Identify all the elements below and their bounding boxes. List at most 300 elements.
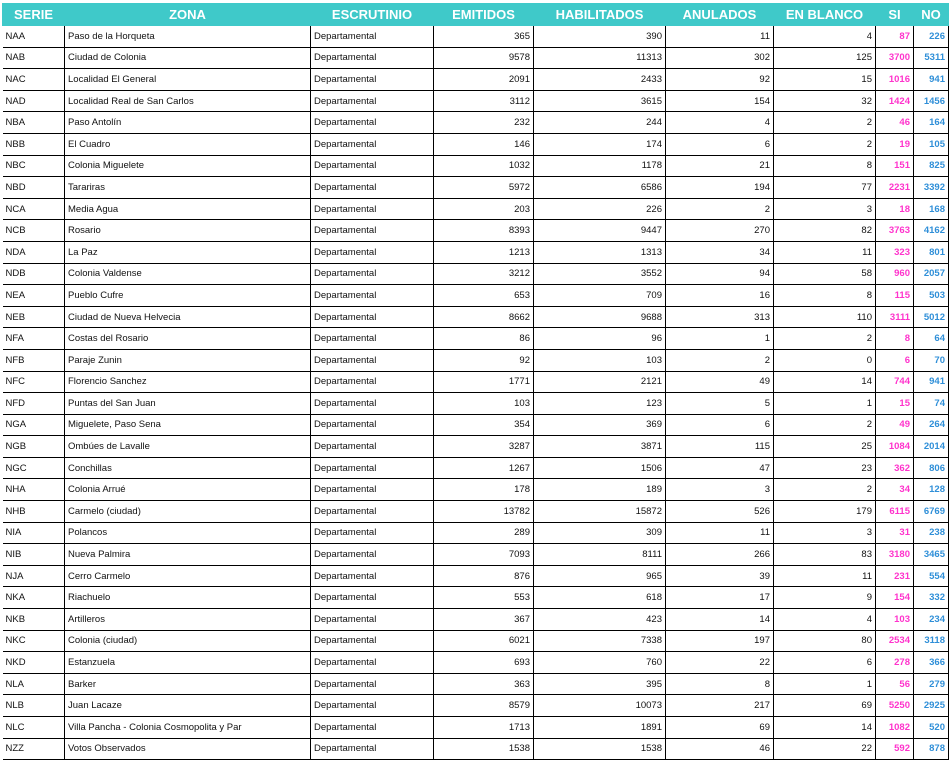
si-cell: 34 [876,479,914,501]
anulados-cell: 6 [666,414,774,436]
zona-cell: Barker [65,673,311,695]
zona-cell: Puntas del San Juan [65,393,311,415]
table-row [3,717,949,739]
table-row [3,436,949,458]
header-emitidos: EMITIDOS [434,4,534,26]
en-blanco-cell: 3 [774,198,876,220]
no-cell: 5012 [914,306,949,328]
table-row [3,328,949,350]
si-cell: 960 [876,263,914,285]
habilitados-cell: 11313 [534,47,666,69]
en-blanco-cell: 2 [774,414,876,436]
no-cell: 806 [914,457,949,479]
no-cell: 70 [914,349,949,371]
serie-cell: NKC [3,630,65,652]
table-row [3,565,949,587]
serie-cell: NLA [3,673,65,695]
table-row [3,371,949,393]
zona-cell: Nueva Palmira [65,544,311,566]
escrutinio-cell: Departamental [311,69,434,91]
no-cell: 941 [914,371,949,393]
si-cell: 49 [876,414,914,436]
si-cell: 323 [876,241,914,263]
habilitados-cell: 2433 [534,69,666,91]
escrutinio-cell: Departamental [311,652,434,674]
si-cell: 19 [876,133,914,155]
serie-cell: NAA [3,26,65,48]
serie-cell: NAC [3,69,65,91]
results-sheet [2,3,949,760]
serie-cell: NGA [3,414,65,436]
escrutinio-cell: Departamental [311,717,434,739]
emitidos-cell: 7093 [434,544,534,566]
emitidos-cell: 2091 [434,69,534,91]
serie-cell: NBA [3,112,65,134]
habilitados-cell: 423 [534,609,666,631]
anulados-cell: 4 [666,112,774,134]
serie-cell: NBD [3,177,65,199]
anulados-cell: 69 [666,717,774,739]
habilitados-cell: 618 [534,587,666,609]
si-cell: 31 [876,522,914,544]
anulados-cell: 313 [666,306,774,328]
emitidos-cell: 13782 [434,501,534,523]
si-cell: 1016 [876,69,914,91]
table-row [3,241,949,263]
si-cell: 1082 [876,717,914,739]
emitidos-cell: 3112 [434,90,534,112]
emitidos-cell: 1032 [434,155,534,177]
no-cell: 5311 [914,47,949,69]
emitidos-cell: 1771 [434,371,534,393]
no-cell: 264 [914,414,949,436]
escrutinio-cell: Departamental [311,479,434,501]
zona-cell: La Paz [65,241,311,263]
en-blanco-cell: 125 [774,47,876,69]
escrutinio-cell: Departamental [311,609,434,631]
zona-cell: Miguelete, Paso Sena [65,414,311,436]
header-no: NO [914,4,949,26]
zona-cell: Localidad Real de San Carlos [65,90,311,112]
emitidos-cell: 232 [434,112,534,134]
serie-cell: NGB [3,436,65,458]
no-cell: 2925 [914,695,949,717]
anulados-cell: 11 [666,26,774,48]
habilitados-cell: 369 [534,414,666,436]
header-habilitados: HABILITADOS [534,4,666,26]
en-blanco-cell: 4 [774,609,876,631]
en-blanco-cell: 25 [774,436,876,458]
escrutinio-cell: Departamental [311,47,434,69]
table-row [3,263,949,285]
table-row [3,198,949,220]
si-cell: 1424 [876,90,914,112]
en-blanco-cell: 80 [774,630,876,652]
habilitados-cell: 8111 [534,544,666,566]
table-row [3,47,949,69]
escrutinio-cell: Departamental [311,544,434,566]
no-cell: 2014 [914,436,949,458]
no-cell: 941 [914,69,949,91]
zona-cell: Votos Observados [65,738,311,760]
anulados-cell: 5 [666,393,774,415]
anulados-cell: 6 [666,133,774,155]
si-cell: 6 [876,349,914,371]
table-row [3,544,949,566]
serie-cell: NHA [3,479,65,501]
habilitados-cell: 9688 [534,306,666,328]
habilitados-cell: 965 [534,565,666,587]
table-row [3,673,949,695]
emitidos-cell: 178 [434,479,534,501]
si-cell: 3180 [876,544,914,566]
serie-cell: NFC [3,371,65,393]
habilitados-cell: 174 [534,133,666,155]
no-cell: 105 [914,133,949,155]
table-row [3,69,949,91]
anulados-cell: 14 [666,609,774,631]
escrutinio-cell: Departamental [311,177,434,199]
serie-cell: NBC [3,155,65,177]
no-cell: 332 [914,587,949,609]
emitidos-cell: 289 [434,522,534,544]
escrutinio-cell: Departamental [311,349,434,371]
no-cell: 74 [914,393,949,415]
table-row [3,220,949,242]
zona-cell: Ciudad de Nueva Helvecia [65,306,311,328]
zona-cell: Pueblo Cufre [65,285,311,307]
serie-cell: NBB [3,133,65,155]
no-cell: 554 [914,565,949,587]
en-blanco-cell: 0 [774,349,876,371]
escrutinio-cell: Departamental [311,695,434,717]
table-row [3,738,949,760]
serie-cell: NFD [3,393,65,415]
anulados-cell: 115 [666,436,774,458]
emitidos-cell: 876 [434,565,534,587]
escrutinio-cell: Departamental [311,155,434,177]
serie-cell: NFB [3,349,65,371]
emitidos-cell: 5972 [434,177,534,199]
emitidos-cell: 8662 [434,306,534,328]
habilitados-cell: 103 [534,349,666,371]
si-cell: 87 [876,26,914,48]
emitidos-cell: 1213 [434,241,534,263]
en-blanco-cell: 58 [774,263,876,285]
serie-cell: NCB [3,220,65,242]
zona-cell: Media Agua [65,198,311,220]
no-cell: 825 [914,155,949,177]
anulados-cell: 154 [666,90,774,112]
escrutinio-cell: Departamental [311,112,434,134]
serie-cell: NKA [3,587,65,609]
si-cell: 362 [876,457,914,479]
si-cell: 3111 [876,306,914,328]
serie-cell: NEA [3,285,65,307]
si-cell: 8 [876,328,914,350]
emitidos-cell: 354 [434,414,534,436]
zona-cell: Colonia (ciudad) [65,630,311,652]
header-zona: ZONA [65,4,311,26]
anulados-cell: 39 [666,565,774,587]
serie-cell: NKB [3,609,65,631]
si-cell: 2231 [876,177,914,199]
en-blanco-cell: 11 [774,241,876,263]
zona-cell: Tarariras [65,177,311,199]
table-body [3,26,949,760]
anulados-cell: 266 [666,544,774,566]
si-cell: 2534 [876,630,914,652]
zona-cell: Artilleros [65,609,311,631]
escrutinio-cell: Departamental [311,738,434,760]
zona-cell: Cerro Carmelo [65,565,311,587]
table-row [3,609,949,631]
escrutinio-cell: Departamental [311,198,434,220]
no-cell: 878 [914,738,949,760]
emitidos-cell: 6021 [434,630,534,652]
anulados-cell: 47 [666,457,774,479]
si-cell: 1084 [876,436,914,458]
table-row [3,457,949,479]
anulados-cell: 34 [666,241,774,263]
no-cell: 6769 [914,501,949,523]
zona-cell: Costas del Rosario [65,328,311,350]
si-cell: 15 [876,393,914,415]
emitidos-cell: 363 [434,673,534,695]
table-row [3,630,949,652]
habilitados-cell: 1506 [534,457,666,479]
emitidos-cell: 553 [434,587,534,609]
no-cell: 3118 [914,630,949,652]
anulados-cell: 197 [666,630,774,652]
serie-cell: NLB [3,695,65,717]
table-row [3,112,949,134]
header-en-blanco: EN BLANCO [774,4,876,26]
habilitados-cell: 1313 [534,241,666,263]
no-cell: 168 [914,198,949,220]
no-cell: 4162 [914,220,949,242]
en-blanco-cell: 179 [774,501,876,523]
anulados-cell: 270 [666,220,774,242]
escrutinio-cell: Departamental [311,457,434,479]
zona-cell: Colonia Miguelete [65,155,311,177]
anulados-cell: 21 [666,155,774,177]
anulados-cell: 92 [666,69,774,91]
anulados-cell: 17 [666,587,774,609]
escrutinio-cell: Departamental [311,673,434,695]
emitidos-cell: 86 [434,328,534,350]
anulados-cell: 217 [666,695,774,717]
si-cell: 115 [876,285,914,307]
no-cell: 64 [914,328,949,350]
habilitados-cell: 1178 [534,155,666,177]
no-cell: 164 [914,112,949,134]
no-cell: 503 [914,285,949,307]
en-blanco-cell: 2 [774,479,876,501]
en-blanco-cell: 11 [774,565,876,587]
serie-cell: NCA [3,198,65,220]
no-cell: 3465 [914,544,949,566]
en-blanco-cell: 1 [774,673,876,695]
escrutinio-cell: Departamental [311,328,434,350]
si-cell: 18 [876,198,914,220]
table-row [3,501,949,523]
header-anulados: ANULADOS [666,4,774,26]
anulados-cell: 46 [666,738,774,760]
emitidos-cell: 1538 [434,738,534,760]
habilitados-cell: 226 [534,198,666,220]
serie-cell: NDA [3,241,65,263]
escrutinio-cell: Departamental [311,220,434,242]
emitidos-cell: 365 [434,26,534,48]
anulados-cell: 194 [666,177,774,199]
habilitados-cell: 309 [534,522,666,544]
si-cell: 56 [876,673,914,695]
escrutinio-cell: Departamental [311,630,434,652]
serie-cell: NAB [3,47,65,69]
no-cell: 520 [914,717,949,739]
habilitados-cell: 6586 [534,177,666,199]
zona-cell: Ciudad de Colonia [65,47,311,69]
habilitados-cell: 3615 [534,90,666,112]
si-cell: 151 [876,155,914,177]
table-row [3,414,949,436]
table-row [3,285,949,307]
table-row [3,90,949,112]
no-cell: 2057 [914,263,949,285]
habilitados-cell: 7338 [534,630,666,652]
table-row [3,522,949,544]
zona-cell: El Cuadro [65,133,311,155]
no-cell: 279 [914,673,949,695]
en-blanco-cell: 1 [774,393,876,415]
habilitados-cell: 244 [534,112,666,134]
table-row [3,349,949,371]
en-blanco-cell: 8 [774,155,876,177]
table-row [3,306,949,328]
escrutinio-cell: Departamental [311,587,434,609]
anulados-cell: 16 [666,285,774,307]
en-blanco-cell: 2 [774,328,876,350]
anulados-cell: 11 [666,522,774,544]
zona-cell: Paso de la Horqueta [65,26,311,48]
emitidos-cell: 103 [434,393,534,415]
emitidos-cell: 1267 [434,457,534,479]
emitidos-cell: 146 [434,133,534,155]
anulados-cell: 49 [666,371,774,393]
habilitados-cell: 96 [534,328,666,350]
zona-cell: Florencio Sanchez [65,371,311,393]
zona-cell: Carmelo (ciudad) [65,501,311,523]
anulados-cell: 526 [666,501,774,523]
anulados-cell: 94 [666,263,774,285]
escrutinio-cell: Departamental [311,263,434,285]
habilitados-cell: 1891 [534,717,666,739]
habilitados-cell: 2121 [534,371,666,393]
serie-cell: NJA [3,565,65,587]
anulados-cell: 22 [666,652,774,674]
en-blanco-cell: 22 [774,738,876,760]
habilitados-cell: 3552 [534,263,666,285]
en-blanco-cell: 3 [774,522,876,544]
escrutinio-cell: Departamental [311,501,434,523]
en-blanco-cell: 110 [774,306,876,328]
en-blanco-cell: 69 [774,695,876,717]
habilitados-cell: 189 [534,479,666,501]
habilitados-cell: 10073 [534,695,666,717]
escrutinio-cell: Departamental [311,414,434,436]
serie-cell: NAD [3,90,65,112]
en-blanco-cell: 77 [774,177,876,199]
en-blanco-cell: 14 [774,717,876,739]
anulados-cell: 2 [666,198,774,220]
habilitados-cell: 709 [534,285,666,307]
header-serie: SERIE [3,4,65,26]
en-blanco-cell: 8 [774,285,876,307]
serie-cell: NDB [3,263,65,285]
zona-cell: Colonia Arrué [65,479,311,501]
emitidos-cell: 693 [434,652,534,674]
habilitados-cell: 390 [534,26,666,48]
no-cell: 226 [914,26,949,48]
si-cell: 278 [876,652,914,674]
table-header [3,4,949,26]
emitidos-cell: 3287 [434,436,534,458]
zona-cell: Rosario [65,220,311,242]
escrutinio-cell: Departamental [311,436,434,458]
serie-cell: NHB [3,501,65,523]
no-cell: 234 [914,609,949,631]
escrutinio-cell: Departamental [311,306,434,328]
escrutinio-cell: Departamental [311,371,434,393]
en-blanco-cell: 83 [774,544,876,566]
header-escrutinio: ESCRUTINIO [311,4,434,26]
emitidos-cell: 653 [434,285,534,307]
en-blanco-cell: 32 [774,90,876,112]
si-cell: 744 [876,371,914,393]
no-cell: 238 [914,522,949,544]
no-cell: 366 [914,652,949,674]
header-si: SI [876,4,914,26]
emitidos-cell: 8579 [434,695,534,717]
escrutinio-cell: Departamental [311,241,434,263]
zona-cell: Localidad El General [65,69,311,91]
en-blanco-cell: 2 [774,133,876,155]
serie-cell: NIA [3,522,65,544]
anulados-cell: 8 [666,673,774,695]
si-cell: 103 [876,609,914,631]
emitidos-cell: 8393 [434,220,534,242]
habilitados-cell: 1538 [534,738,666,760]
en-blanco-cell: 14 [774,371,876,393]
escrutinio-cell: Departamental [311,90,434,112]
zona-cell: Paraje Zunin [65,349,311,371]
zona-cell: Conchillas [65,457,311,479]
table-row [3,393,949,415]
serie-cell: NKD [3,652,65,674]
zona-cell: Riachuelo [65,587,311,609]
si-cell: 46 [876,112,914,134]
si-cell: 154 [876,587,914,609]
zona-cell: Estanzuela [65,652,311,674]
table-row [3,587,949,609]
no-cell: 1456 [914,90,949,112]
zona-cell: Villa Pancha - Colonia Cosmopolita y Par [65,717,311,739]
si-cell: 3763 [876,220,914,242]
serie-cell: NEB [3,306,65,328]
habilitados-cell: 395 [534,673,666,695]
zona-cell: Colonia Valdense [65,263,311,285]
